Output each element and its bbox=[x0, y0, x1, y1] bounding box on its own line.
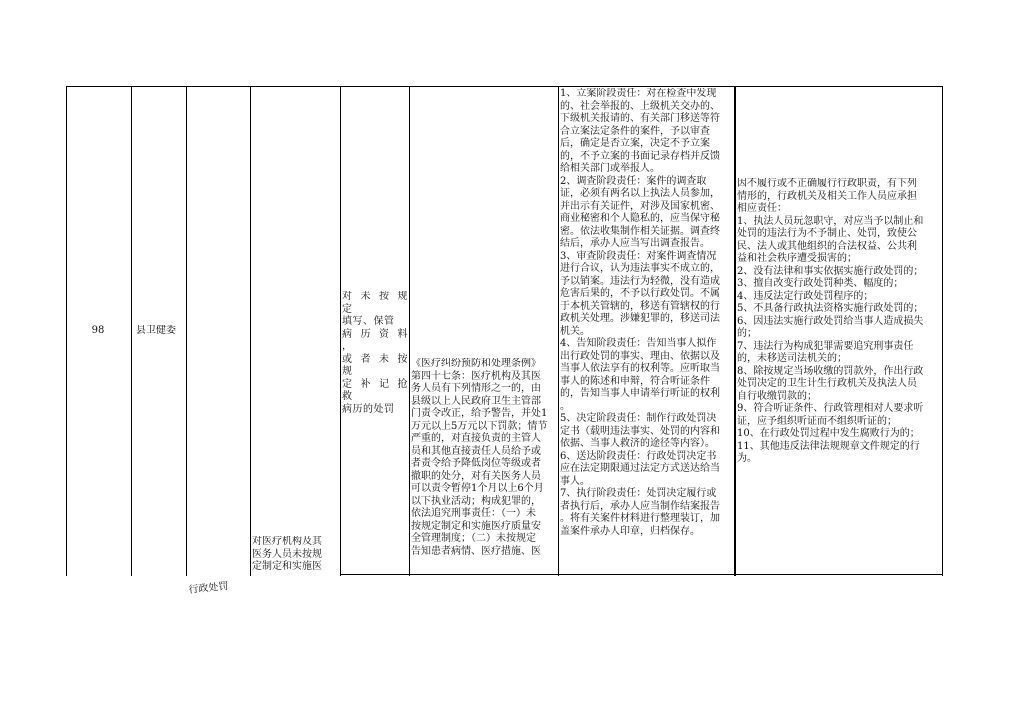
col-line-4 bbox=[340, 86, 341, 576]
col-line-7 bbox=[734, 86, 736, 576]
col-line-5 bbox=[409, 86, 410, 576]
col-line-3 bbox=[250, 86, 251, 576]
responsibilities-cell: 1、立案阶段责任：对在检查中发现 的、社会举报的、上级机关交办的、 下级机关报请的、有关部门移送等符 合立案法定条件的案件，予以审查 后，确定是否立案，决定不予立案 的，不予立案的书面记录存档并反馈 给相关部门或举报人。 2、调查阶段责任：案件的调查取 证，必须有两名以上执法人员参加， 并出示有关证件，对涉及国家机密、 商业秘密和个人隐私的，应当保守秘 密。依法收集制作相关证据。调查终 结后，承办人应当写出调查报告。 3、审查阶段责任：对案件调查情况 进行合议，认为违法事实不成立的， 予以销案。违法行为轻微，没有造成 危害后果的，不予以行政处罚。不属 于本机关管辖的，移送有管辖权的行 政机关处理。涉嫌犯罪的，移送司法 机关。 4、告知阶段责任：告知当事人拟作 出行政处罚的事实、理由、依据以及 当事人依法享有的权利等。应听取当 事人的陈述和申辩，符合听证条件 的，告知当事人申请举行听证的权利 。 5、决定阶段责任：制作行政处罚决 定书（载明违法事实、处罚的内容和 依据、当事人救济的途径等内容）。 6、送达阶段责任：行政处罚决定书 应在法定期限通过法定方式送达给当 事人。 7、执行阶段责任：处罚决定履行或 者执行后，承办人应当制作结案报告 。将有关案件材料进行整理装订，加 盖案件承办人印章，归档保存。 bbox=[560, 88, 720, 537]
legal-basis-cell: 《医疗纠纷预防和处理条例》 第四十七条：医疗机构及其医 务人员有下列情形之一的，由 县级以上人民政府卫生主管部 门责令改正，给予警告，并处1 万元以上5万元以下罚款；情节 严重的，对直接负责的主管人 员和其他直接责任人员给予或 者责令给予降低岗位等级或者 撤职的处分，对有关医务人员 可以责令暂停1个月以上6个月 以下执业活动；构成犯罪的， 依法追究刑事责任：（一）未 按规定制定和实施医疗质量安 全管理制度；（二）未按规定 告知患者病情、医疗措施、医 bbox=[411, 358, 548, 557]
col-line-8 bbox=[942, 86, 943, 576]
sub-item-cell: 对 未 按 规 定 填写、保管 病 历 资 料 ， 或 者 未 按 规 定 补 记 抢 救 病历的处罚 bbox=[342, 291, 408, 415]
item-name-cell: 对医疗机构及其 医务人员未按规 定制定和实施医 bbox=[252, 536, 322, 572]
top-border bbox=[66, 86, 943, 87]
accountability-cell: 因不履行或不正确履行行政职责，有下列 情形的，行政机关及相关工作人员应承担 相应责任： 1、执法人员玩忽职守，对应当予以制止和 处罚的违法行为不予制止、处罚，致使公 民、法人或其他组织的合法权益、公共利 益和社会秩序遭受损害的； 2、没有法律和事实依据实施行政处罚的； 3、擅自改变行政处罚种类、幅度的； 4、违反法定行政处罚程序的； 5、不具备行政执法资格实施行政处罚的； 6、因违法实施行政处罚给当事人造成损失 的； 7、违法行为构成犯罪需要追究刑事责任 的，未移送司法机关的； 8、除按规定当场收缴的罚款外，作出行政 处罚决定的卫生计生行政机关及执法人员 自行收缴罚款的； 9、符合听证条件、行政管理相对人要求听 证，应予组织听证而不组织听证的； 10、在行政处罚过程中发生腐败行为的； 11、其他违反法律法规规章文件规定的行 为。 bbox=[737, 178, 924, 464]
category-cell: 行政处罚 bbox=[188, 580, 229, 596]
col-line-1 bbox=[131, 86, 132, 576]
col-line-2 bbox=[186, 86, 187, 576]
department-cell: 县卫健委 bbox=[136, 325, 176, 336]
row-number: 98 bbox=[91, 325, 105, 336]
col-line-6 bbox=[558, 86, 559, 576]
